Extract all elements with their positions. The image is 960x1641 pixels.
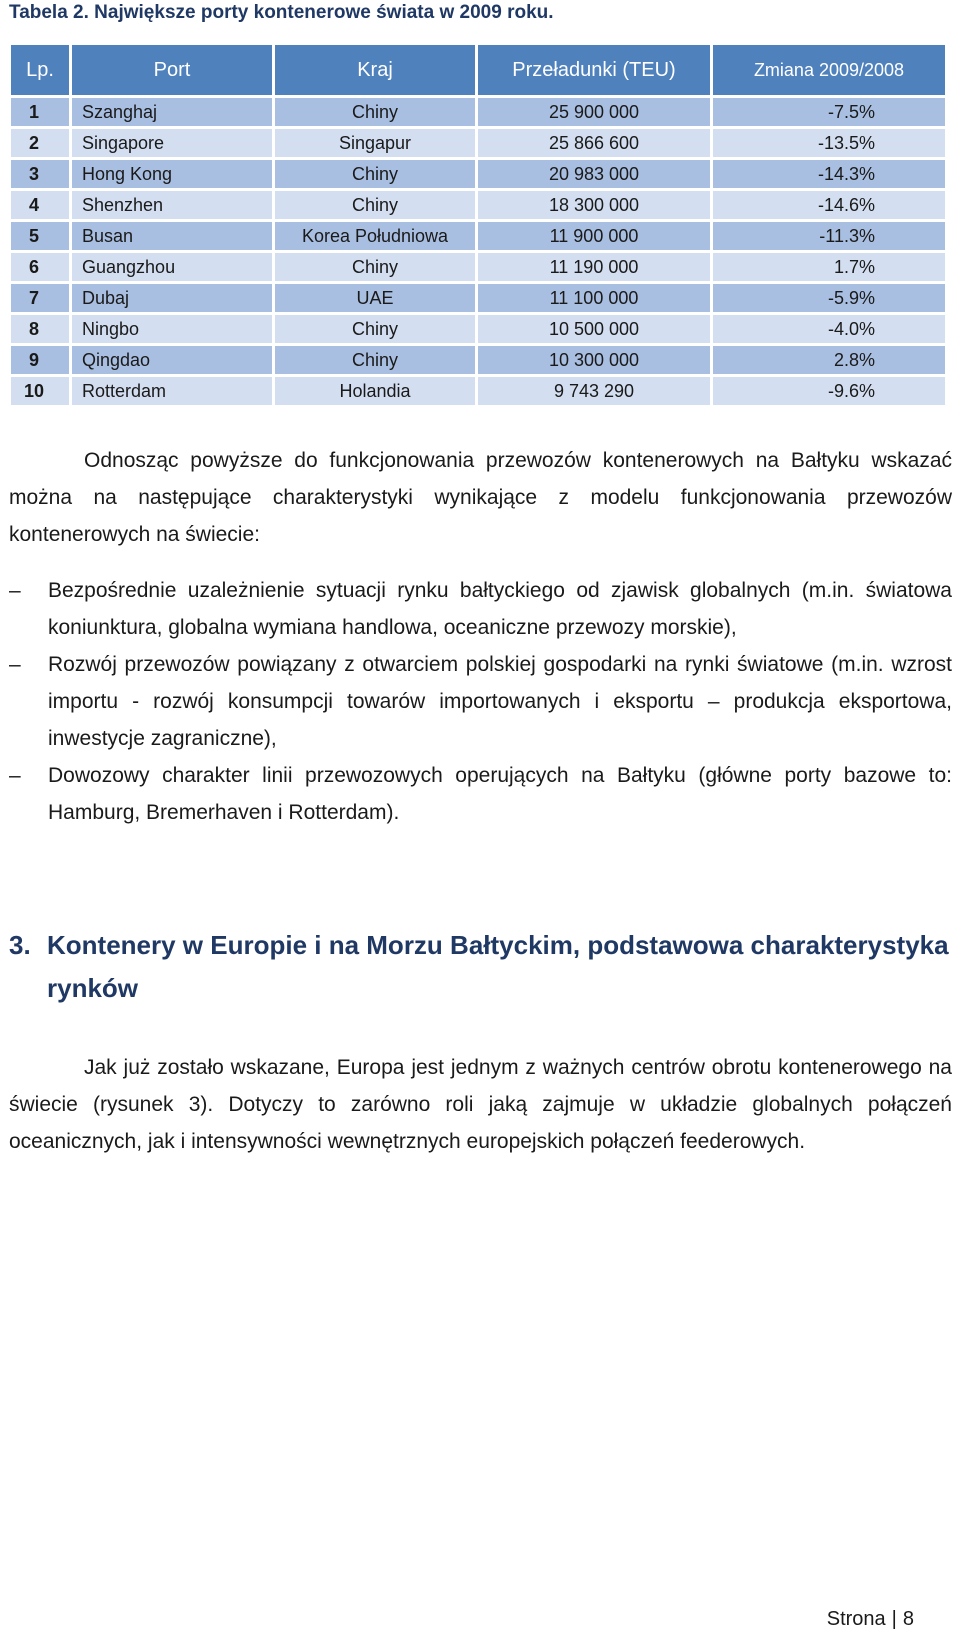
cell-port: Ningbo bbox=[72, 315, 272, 343]
header-lp: Lp. bbox=[11, 45, 69, 95]
cell-teu: 25 866 600 bbox=[478, 129, 710, 157]
list-item bbox=[9, 572, 952, 646]
dash-bullet-icon: – bbox=[9, 764, 21, 787]
table-row bbox=[11, 315, 945, 343]
cell-lp: 3 bbox=[11, 160, 69, 188]
cell-kraj: Korea Południowa bbox=[275, 222, 475, 250]
cell-teu: 11 190 000 bbox=[478, 253, 710, 281]
cell-port: Rotterdam bbox=[72, 377, 272, 405]
table-row bbox=[11, 129, 945, 157]
cell-kraj: Holandia bbox=[275, 377, 475, 405]
cell-lp: 2 bbox=[11, 129, 69, 157]
table-body bbox=[11, 98, 945, 405]
section-title: Kontenery w Europie i na Morzu Bałtyckim, podstawowa charakterystyka rynków bbox=[47, 930, 949, 1003]
cell-teu: 25 900 000 bbox=[478, 98, 710, 126]
table-row bbox=[11, 284, 945, 312]
cell-zmiana: 2.8% bbox=[713, 346, 945, 374]
table-row bbox=[11, 377, 945, 405]
cell-kraj: Singapur bbox=[275, 129, 475, 157]
cell-kraj: Chiny bbox=[275, 315, 475, 343]
table-header-row bbox=[11, 45, 945, 95]
table-row bbox=[11, 160, 945, 188]
cell-lp: 5 bbox=[11, 222, 69, 250]
cell-port: Dubaj bbox=[72, 284, 272, 312]
table-row bbox=[11, 191, 945, 219]
dash-bullet-icon: – bbox=[9, 579, 21, 602]
cell-port: Singapore bbox=[72, 129, 272, 157]
cell-port: Szanghaj bbox=[72, 98, 272, 126]
paragraph-intro: Odnosząc powyższe do funkcjonowania przewozów kontenerowych na Bałtyku wskazać można na następujące charakterystyki wynikające z modelu funkcjonowania przewozów kontenerowych na świecie: bbox=[9, 449, 952, 546]
cell-lp: 7 bbox=[11, 284, 69, 312]
table-row bbox=[11, 346, 945, 374]
cell-kraj: Chiny bbox=[275, 191, 475, 219]
cell-zmiana: -14.3% bbox=[713, 160, 945, 188]
cell-teu: 10 300 000 bbox=[478, 346, 710, 374]
characteristics-list bbox=[9, 572, 952, 831]
list-item-text: Bezpośrednie uzależnienie sytuacji rynku bałtyckiego od zjawisk globalnych (m.in. światowa koniunktura, globalna wymiana handlowa, oceaniczne przewozy morskie), bbox=[48, 579, 952, 639]
footer-label: Strona bbox=[826, 1608, 886, 1630]
list-item bbox=[9, 757, 952, 831]
cell-lp: 8 bbox=[11, 315, 69, 343]
footer-separator: | bbox=[891, 1608, 897, 1630]
cell-zmiana: -5.9% bbox=[713, 284, 945, 312]
cell-zmiana: -14.6% bbox=[713, 191, 945, 219]
list-item bbox=[9, 646, 952, 757]
page-number: 8 bbox=[902, 1608, 914, 1630]
cell-teu: 9 743 290 bbox=[478, 377, 710, 405]
cell-kraj: UAE bbox=[275, 284, 475, 312]
cell-port: Busan bbox=[72, 222, 272, 250]
dash-bullet-icon: – bbox=[9, 653, 21, 676]
cell-lp: 1 bbox=[11, 98, 69, 126]
cell-lp: 10 bbox=[11, 377, 69, 405]
header-port: Port bbox=[72, 45, 272, 95]
section-heading bbox=[9, 924, 952, 1010]
cell-teu: 20 983 000 bbox=[478, 160, 710, 188]
cell-zmiana: -11.3% bbox=[713, 222, 945, 250]
cell-kraj: Chiny bbox=[275, 98, 475, 126]
cell-teu: 11 900 000 bbox=[478, 222, 710, 250]
table-caption: Tabela 2. Największe porty kontenerowe świata w 2009 roku. bbox=[9, 2, 554, 23]
cell-port: Qingdao bbox=[72, 346, 272, 374]
table-row bbox=[11, 98, 945, 126]
cell-zmiana: -9.6% bbox=[713, 377, 945, 405]
cell-lp: 4 bbox=[11, 191, 69, 219]
cell-port: Guangzhou bbox=[72, 253, 272, 281]
ports-table bbox=[8, 42, 948, 408]
table-row bbox=[11, 253, 945, 281]
page-footer bbox=[827, 1608, 914, 1631]
header-kraj: Kraj bbox=[275, 45, 475, 95]
cell-zmiana: -13.5% bbox=[713, 129, 945, 157]
header-zmiana: Zmiana 2009/2008 bbox=[713, 45, 945, 95]
paragraph-europe: Jak już zostało wskazane, Europa jest jednym z ważnych centrów obrotu kontenerowego na świecie (rysunek 3). Dotyczy to zarówno roli jaką zajmuje w układzie globalnych połączeń oceanicznych, jak i intensywności wewnętrznych europejskich połączeń feederowych. bbox=[9, 1056, 952, 1153]
cell-kraj: Chiny bbox=[275, 160, 475, 188]
cell-lp: 6 bbox=[11, 253, 69, 281]
cell-zmiana: -7.5% bbox=[713, 98, 945, 126]
cell-teu: 18 300 000 bbox=[478, 191, 710, 219]
ports-table-container bbox=[8, 42, 945, 408]
cell-port: Hong Kong bbox=[72, 160, 272, 188]
cell-teu: 11 100 000 bbox=[478, 284, 710, 312]
cell-kraj: Chiny bbox=[275, 346, 475, 374]
cell-port: Shenzhen bbox=[72, 191, 272, 219]
cell-lp: 9 bbox=[11, 346, 69, 374]
cell-zmiana: -4.0% bbox=[713, 315, 945, 343]
list-item-text: Dowozowy charakter linii przewozowych operujących na Bałtyku (główne porty bazowe to: Hamburg, Bremerhaven i Rotterdam). bbox=[48, 764, 952, 824]
section-number: 3. bbox=[9, 930, 31, 960]
cell-zmiana: 1.7% bbox=[713, 253, 945, 281]
cell-teu: 10 500 000 bbox=[478, 315, 710, 343]
list-item-text: Rozwój przewozów powiązany z otwarciem polskiej gospodarki na rynki światowe (m.in. wzrost importu - rozwój konsumpcji towarów importowanych i eksportu – produkcja eksportowa, inwestycje zagraniczne), bbox=[48, 653, 952, 750]
cell-kraj: Chiny bbox=[275, 253, 475, 281]
header-teu: Przeładunki (TEU) bbox=[478, 45, 710, 95]
table-row bbox=[11, 222, 945, 250]
